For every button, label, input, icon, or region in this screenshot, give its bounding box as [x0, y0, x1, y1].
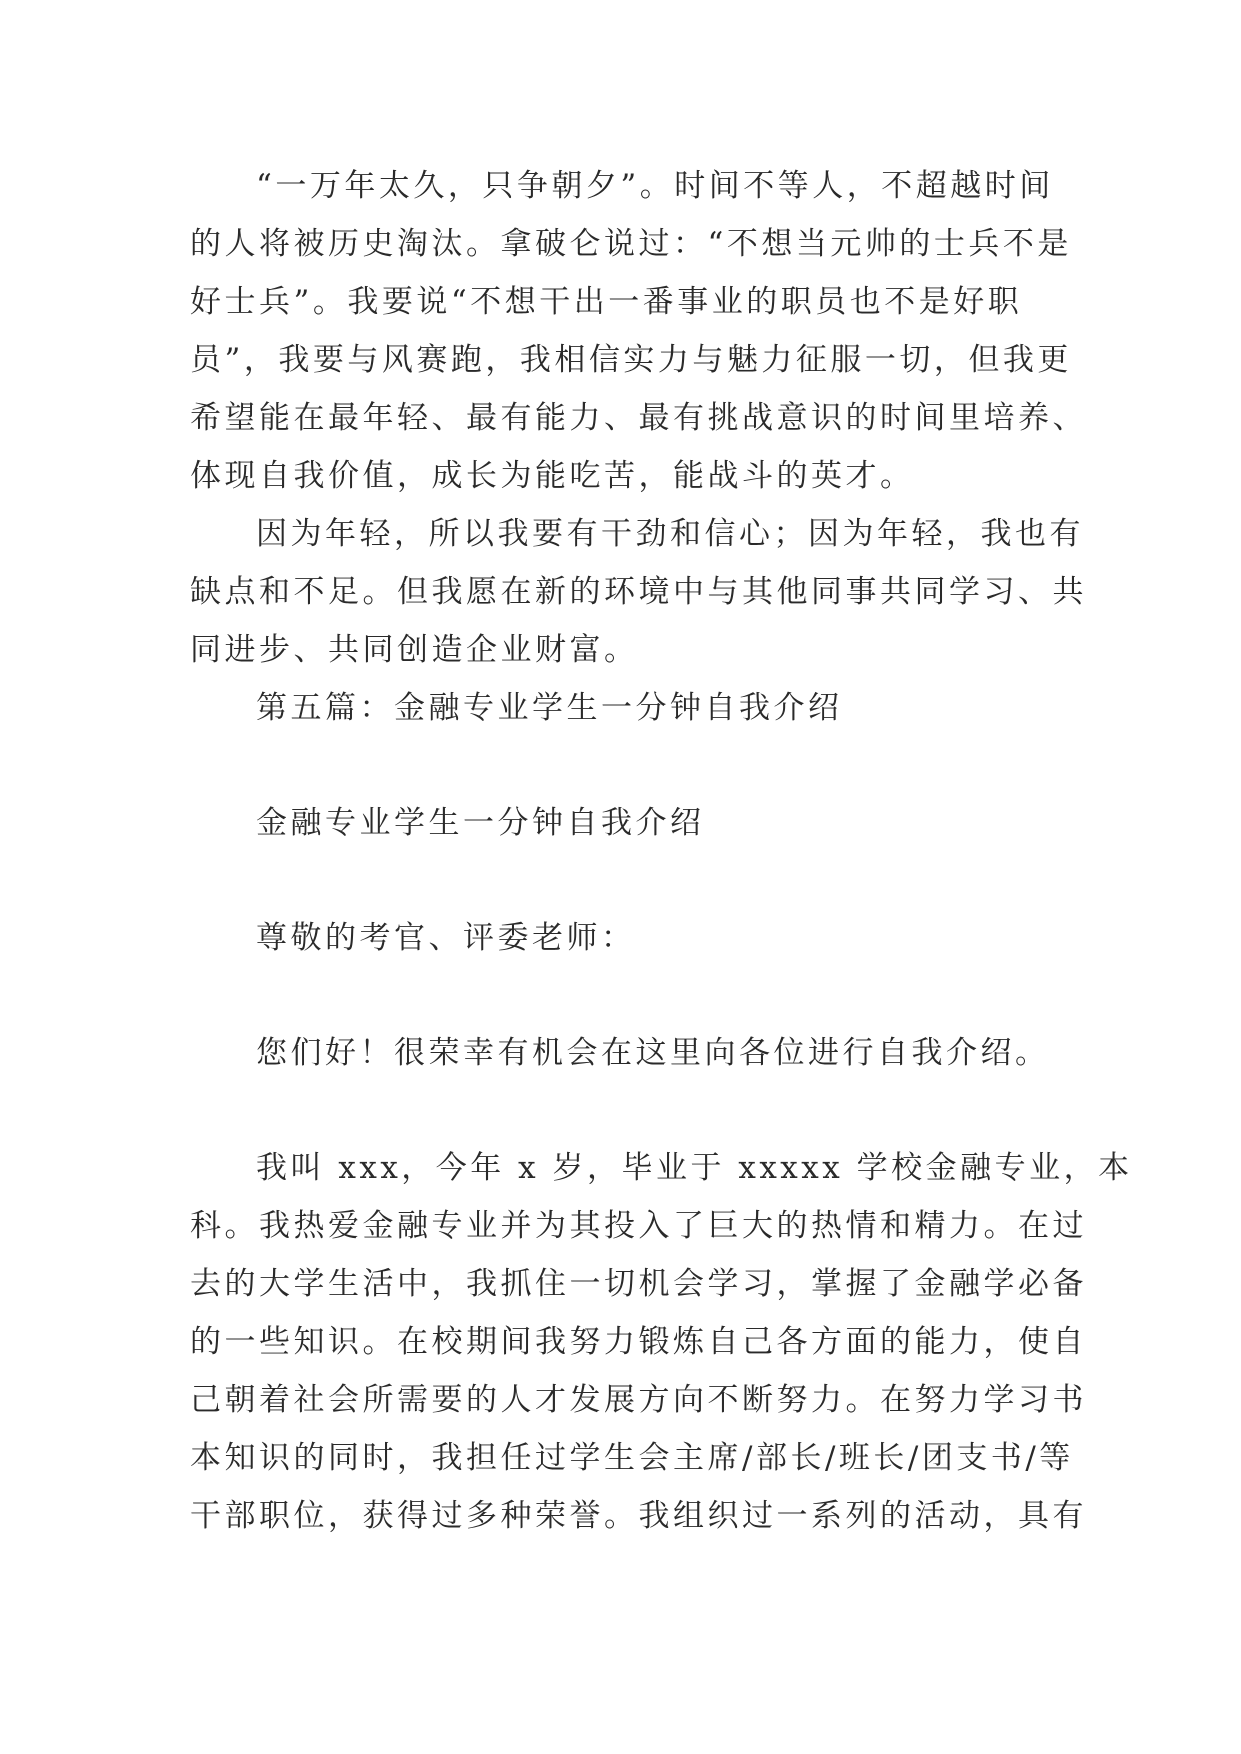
greeting: 您们好！很荣幸有机会在这里向各位进行自我介绍。 — [256, 1035, 1050, 1071]
body-line-4: 的一些知识。在校期间我努力锻炼自己各方面的能力，使自 — [190, 1324, 1087, 1360]
paragraph-2-line-2: 缺点和不足。但我愿在新的环境中与其他同事共同学习、共 — [190, 574, 1087, 610]
body-line-2: 科。我热爱金融专业并为其投入了巨大的热情和精力。在过 — [190, 1208, 1087, 1244]
paragraph-1-line-1: “一万年太久，只争朝夕”。时间不等人，不超越时间 — [256, 168, 1054, 204]
paragraph-1-line-5: 希望能在最年轻、最有能力、最有挑战意识的时间里培养、 — [190, 400, 1087, 436]
body-line-3: 去的大学生活中，我抓住一切机会学习，掌握了金融学必备 — [190, 1266, 1087, 1302]
body-line-1: 我叫 xxx，今年 x 岁，毕业于 xxxxx 学校金融专业，本 — [256, 1150, 1133, 1186]
paragraph-2-line-3: 同进步、共同创造企业财富。 — [190, 632, 639, 668]
paragraph-1-line-2: 的人将被历史淘汰。拿破仑说过：“不想当元帅的士兵不是 — [190, 226, 1072, 262]
salutation: 尊敬的考官、评委老师： — [256, 920, 636, 956]
paragraph-2-line-1: 因为年轻，所以我要有干劲和信心；因为年轻，我也有 — [256, 516, 1084, 552]
body-line-7: 干部职位，获得过多种荣誉。我组织过一系列的活动，具有 — [190, 1498, 1087, 1534]
article-title: 金融专业学生一分钟自我介绍 — [256, 805, 705, 841]
body-line-5: 己朝着社会所需要的人才发展方向不断努力。在努力学习书 — [190, 1382, 1087, 1418]
paragraph-1-line-4: 员”，我要与风赛跑，我相信实力与魅力征服一切，但我更 — [190, 342, 1072, 378]
paragraph-1-line-6: 体现自我价值，成长为能吃苦，能战斗的英才。 — [190, 458, 915, 494]
section-heading: 第五篇：金融专业学生一分钟自我介绍 — [256, 690, 843, 726]
body-line-6: 本知识的同时，我担任过学生会主席/部长/班长/团支书/等 — [190, 1440, 1074, 1476]
paragraph-1-line-3: 好士兵”。我要说“不想干出一番事业的职员也不是好职 — [190, 284, 1023, 320]
